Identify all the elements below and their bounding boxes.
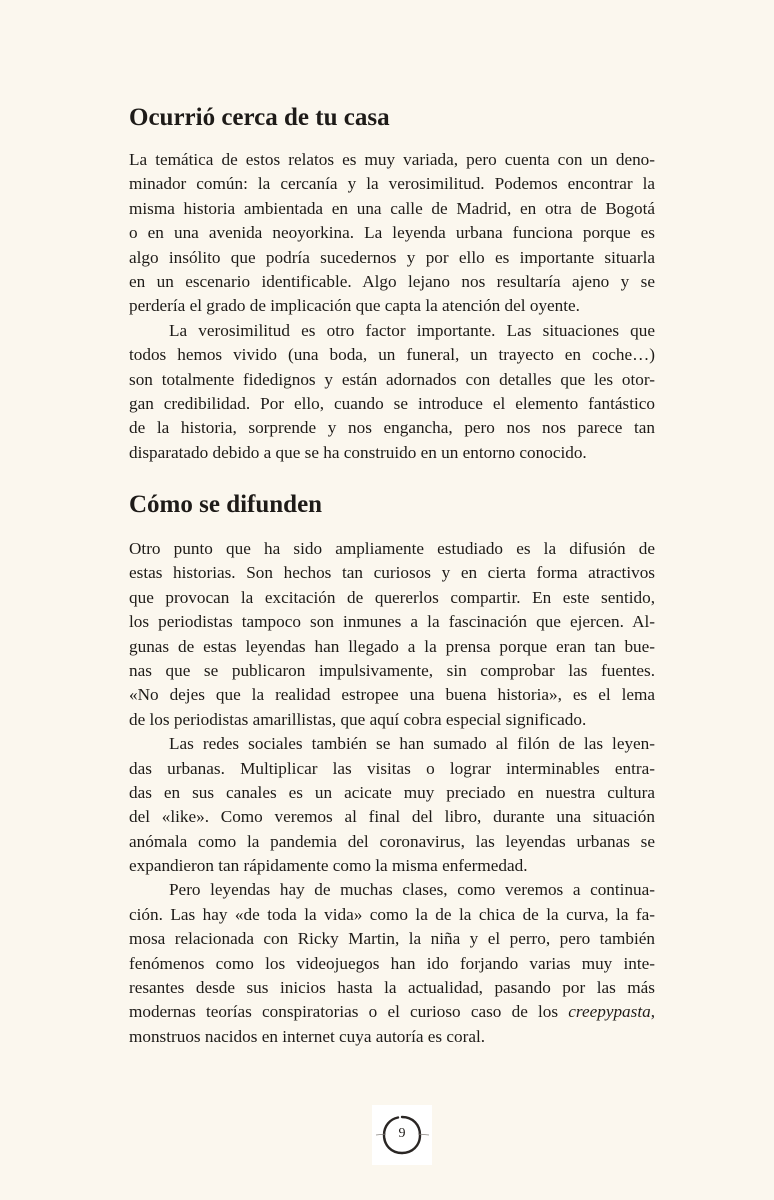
text-line: fenómenos como los videojuegos han ido forjando varias muy inte- (129, 953, 655, 973)
page-number: 9 (398, 1126, 406, 1141)
text-line: de los periodistas amarillistas, que aquí cobra especial significado. (129, 709, 587, 729)
text-line: anómala como la pandemia del coronavirus, las leyendas urbanas se (129, 831, 655, 851)
text-line: nas que se publicaron impulsivamente, sin comprobar las fuentes. (129, 660, 655, 680)
text-line: todos hemos vivido (una boda, un funeral, un trayecto en coche…) (129, 345, 655, 365)
text-line: que provocan la excitación de quererlos compartir. En este sentido, (129, 587, 655, 607)
paragraph (129, 319, 655, 465)
text-line: Otro punto que ha sido ampliamente estudiado es la difusión de (129, 539, 655, 558)
text-line: resantes desde sus inicios hasta la actualidad, pasando por las más (129, 978, 655, 998)
paragraph (129, 148, 655, 319)
page-number-badge (372, 1105, 432, 1165)
text-line: minador común: la cercanía y la verosimilitud. Podemos encontrar la (129, 174, 655, 194)
text-line: los periodistas tampoco son inmunes a la fascinación que ejercen. Al- (129, 612, 655, 632)
section-heading-ocurrio: Ocurrió cerca de tu casa (129, 104, 390, 131)
text-line: algo insólito que podría sucedernos y por ello es importante situarla (129, 247, 655, 267)
text-line: das urbanas. Multiplicar las visitas o lograr interminables entra- (129, 758, 655, 778)
text-line: «No dejes que la realidad estropee una buena historia», es el lema (129, 685, 655, 705)
text-line: misma historia ambientada en una calle de Madrid, en otra de Bogotá (129, 198, 655, 218)
text-line: Pero leyendas hay de muchas clases, como veremos a continua- (169, 880, 655, 900)
italic-term: creepypasta (568, 1002, 651, 1022)
text-line: del «like». Como veremos al final del libro, durante una situación (129, 807, 655, 827)
text-line: estas historias. Son hechos tan curiosos y en cierta forma atractivos (129, 563, 655, 583)
text-line: ción. Las hay «de toda la vida» como la de la chica de la curva, la fa- (129, 904, 655, 924)
text-line: La verosimilitud es otro factor importante. Las situaciones que (169, 320, 655, 340)
text-segment: modernas teorías conspiratorias o el curioso caso de los (129, 1002, 559, 1022)
text-line: gan credibilidad. Por ello, cuando se introduce el elemento fantástico (129, 393, 655, 413)
section-heading-difunden: Cómo se difunden (129, 491, 323, 518)
text-line (129, 1000, 655, 1024)
paragraph (129, 537, 655, 732)
text-line: monstruos nacidos en internet cuya autoría es coral. (129, 1026, 486, 1046)
text-line: perdería el grado de implicación que capta la atención del oyente. (129, 296, 580, 316)
text-line: o en una avenida neoyorkina. La leyenda urbana funciona porque es (129, 223, 655, 243)
section-1-body (129, 148, 655, 465)
text-segment: , (650, 1002, 655, 1022)
text-line: son totalmente fidedignos y están adornados con detalles que les otor- (129, 369, 655, 389)
text-line: disparatado debido a que se ha construido en un entorno conocido. (129, 442, 587, 462)
text-line: Las redes sociales también se han sumado al filón de las leyen- (169, 734, 655, 754)
text-line: de la historia, sorprende y nos engancha, pero nos nos parece tan (129, 418, 655, 438)
paragraph (129, 878, 655, 1049)
text-line: La temática de estos relatos es muy variada, pero cuenta con un deno- (129, 150, 655, 169)
text-line: gunas de estas leyendas han llegado a la prensa porque eran tan bue- (129, 636, 655, 656)
text-line: das en sus canales es un acicate muy preciado en nuestra cultura (129, 782, 655, 802)
section-2-body (129, 537, 655, 1049)
text-line: en un escenario identificable. Algo lejano nos resultaría ajeno y se (129, 271, 655, 291)
text-line: expandieron tan rápidamente como la misma enfermedad. (129, 856, 528, 876)
paragraph (129, 732, 655, 878)
text-line: mosa relacionada con Ricky Martin, la niña y el perro, pero también (129, 929, 655, 949)
